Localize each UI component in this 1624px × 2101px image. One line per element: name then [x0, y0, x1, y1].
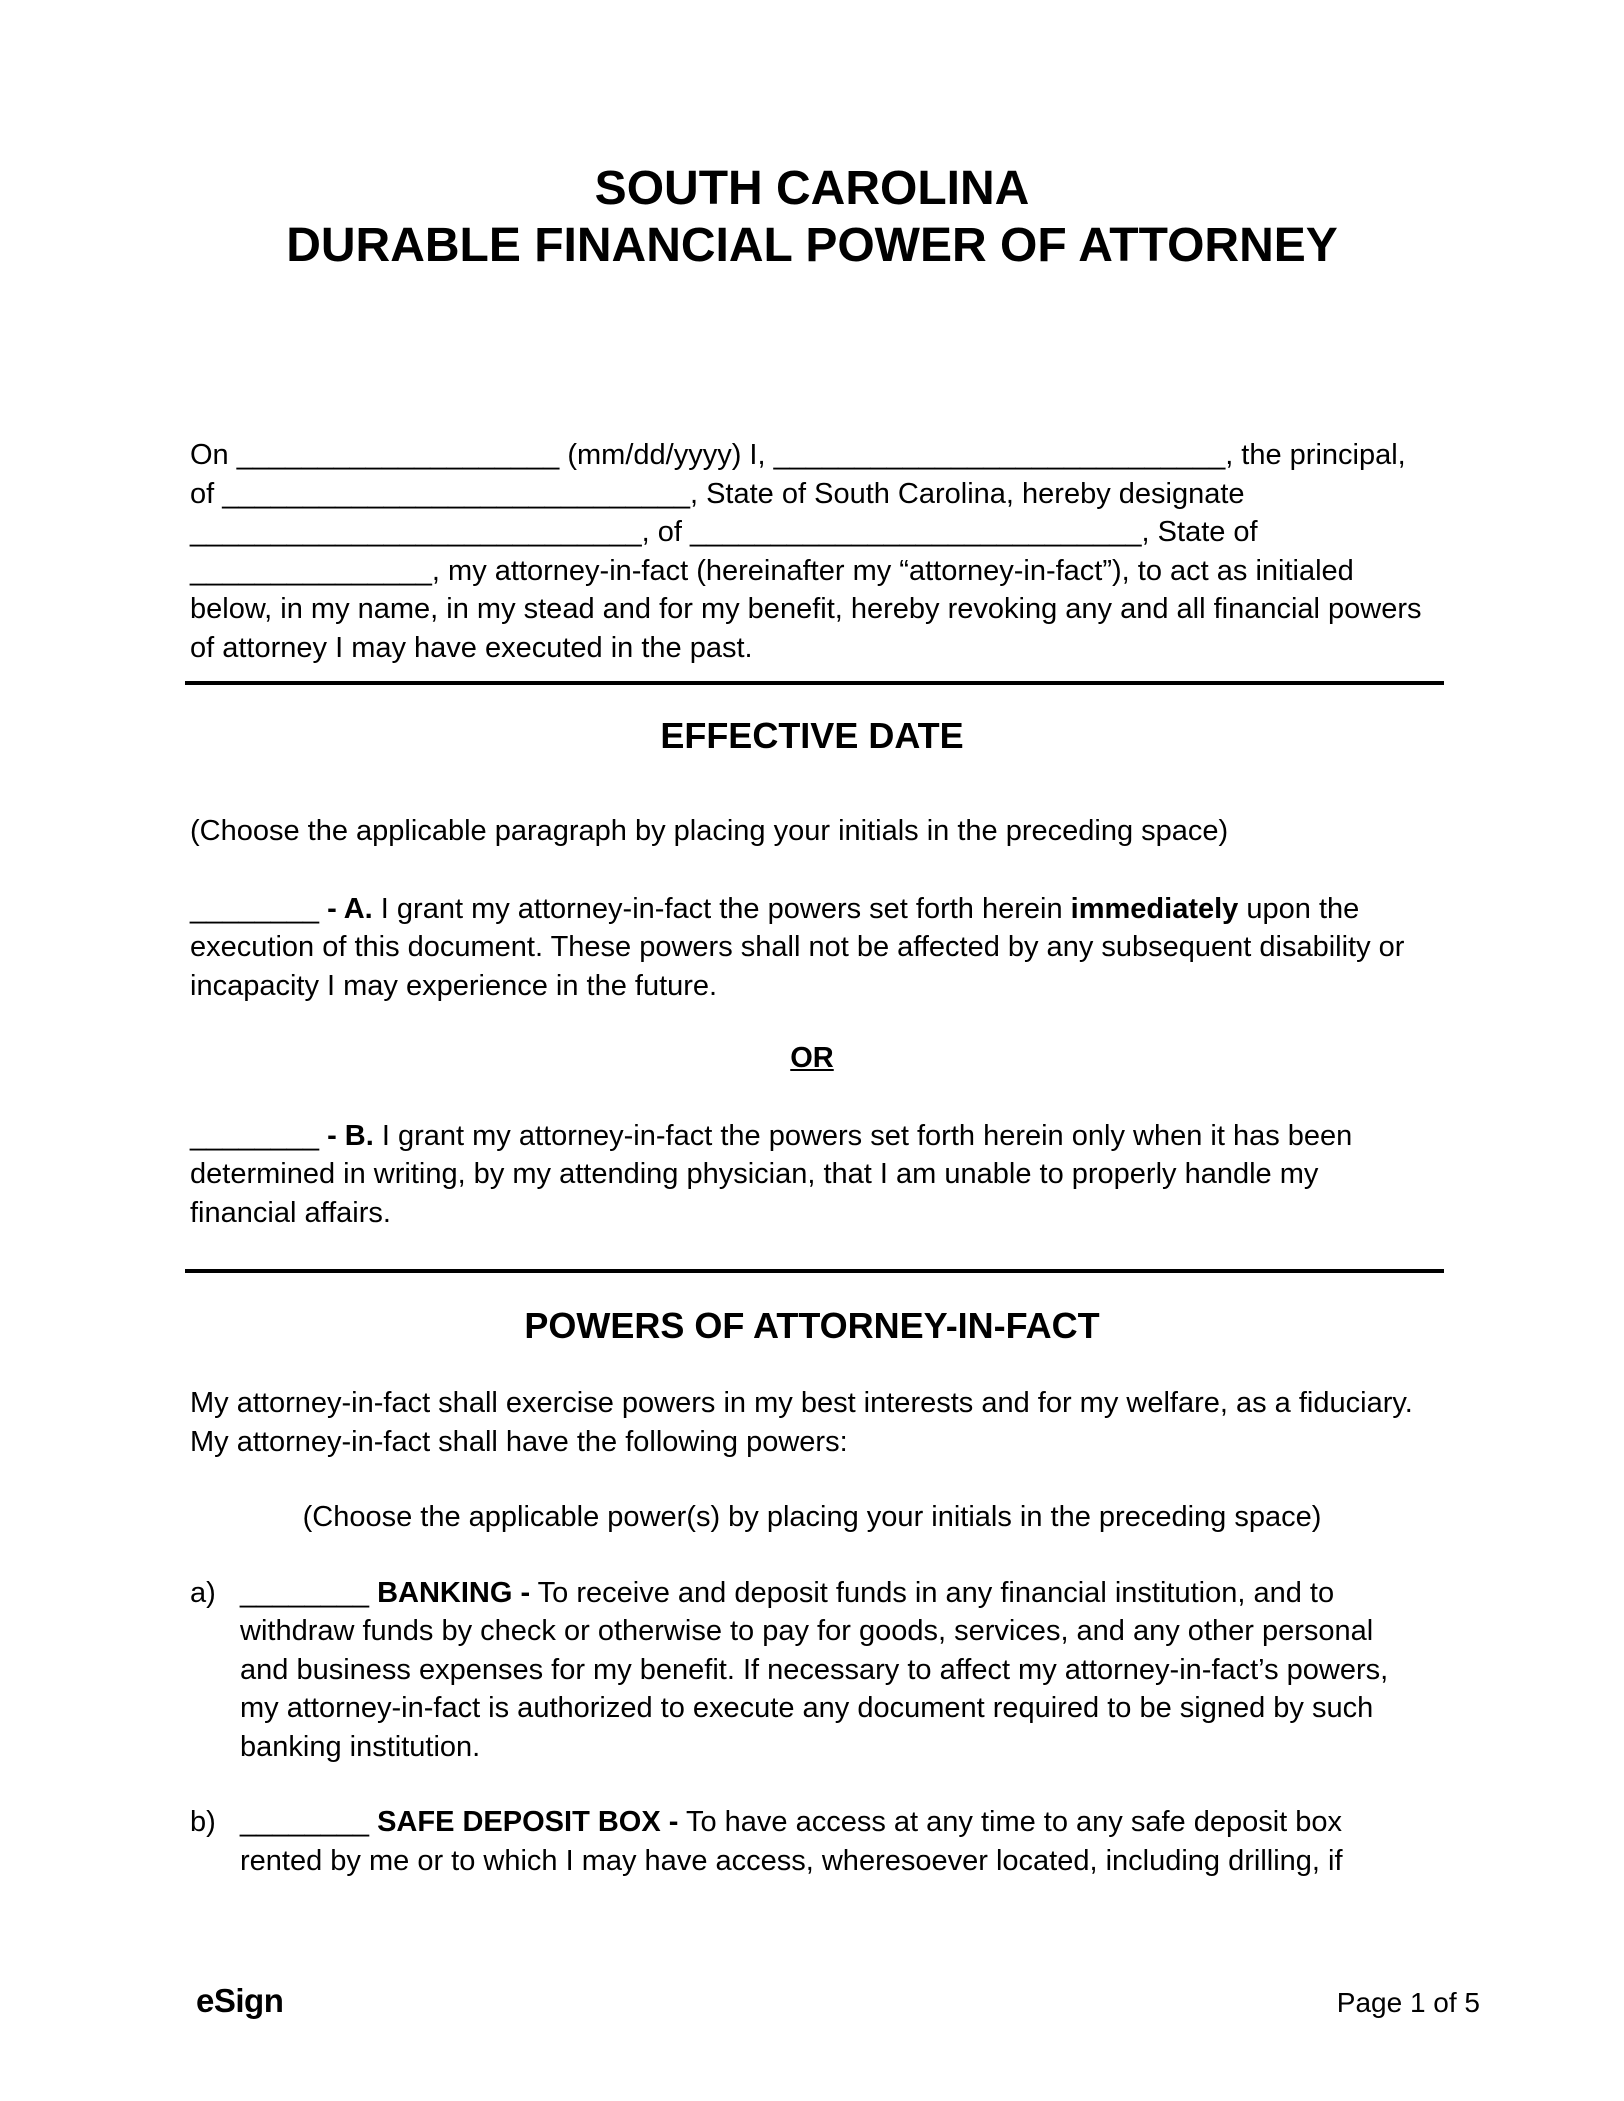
option-b-paragraph [190, 1117, 1434, 1233]
text-segment: my attorney-in-fact is authorized to execute any document required to be signed by such [240, 1692, 1374, 1724]
text-segment: _______________, my attorney-in-fact (hereinafter my “attorney-in-fact”), to act as initialed [190, 554, 1354, 587]
section-heading-effective-date: EFFECTIVE DATE [660, 715, 964, 756]
text-line [240, 1612, 1434, 1651]
page-number-label: Page 1 of 5 [1336, 1987, 1480, 2018]
option-a-paragraph [190, 890, 1434, 1006]
text-segment: of _____________________________, State of South Carolina, hereby designate [190, 477, 1245, 510]
bold-text-segment: - B. [327, 1119, 374, 1152]
or-separator [190, 1039, 1434, 1078]
text-line [190, 436, 1434, 475]
text-line [190, 1155, 1434, 1194]
text-segment: I grant my attorney-in-fact the powers set forth herein only when it has been [373, 1119, 1353, 1152]
text-segment: withdraw funds by check or otherwise to pay for goods, services, and any other personal [240, 1615, 1374, 1647]
section-divider [185, 681, 1444, 685]
bold-text-segment: BANKING - [377, 1576, 531, 1609]
text-segment: To receive and deposit funds in any financial institution, and to [530, 1576, 1335, 1609]
effective-date-instruction: (Choose the applicable paragraph by placing your initials in the preceding space) [190, 815, 1229, 847]
text-segment: ____________________________, of ____________________________, State of [190, 516, 1258, 548]
text-line [190, 1574, 1434, 1613]
text-segment: execution of this document. These powers shall not be affected by any subsequent disability or [190, 931, 1405, 963]
text-segment: ________ [240, 1576, 378, 1609]
text-line [190, 1194, 1434, 1233]
text-segment: To have access at any time to any safe deposit box [678, 1806, 1343, 1838]
bold-text-segment: SAFE DEPOSIT BOX - [377, 1806, 679, 1838]
intro-paragraph [190, 436, 1434, 667]
text-line [190, 475, 1434, 514]
text-line [190, 1423, 1434, 1462]
text-segment: upon the [1238, 892, 1360, 925]
esign-logo: eSign [196, 1982, 284, 2019]
text-line [190, 890, 1434, 929]
text-segment: My attorney-in-fact shall have the following powers: [190, 1425, 848, 1458]
power-item-safe-deposit-box [190, 1803, 1434, 1880]
text-segment: a) [190, 1576, 216, 1609]
or-label: OR [790, 1042, 834, 1074]
text-line [240, 1651, 1434, 1690]
text-segment: ________ [190, 892, 328, 925]
text-line [240, 1842, 1434, 1881]
text-segment: determined in writing, by my attending physician, that I am unable to properly handle my [190, 1158, 1319, 1190]
text-line [190, 1384, 1434, 1423]
text-line [190, 513, 1434, 552]
section-heading-powers: POWERS OF ATTORNEY-IN-FACT [524, 1305, 1100, 1346]
text-line [190, 1803, 1434, 1842]
powers-intro-paragraph [190, 1384, 1434, 1461]
document-content [0, 160, 1624, 1880]
text-segment: financial affairs. [190, 1196, 391, 1229]
text-line [190, 590, 1434, 629]
text-segment: and business expenses for my benefit. If necessary to affect my attorney-in-fact’s powers, [240, 1653, 1389, 1686]
text-line [190, 928, 1434, 967]
document-title-line2: DURABLE FINANCIAL POWER OF ATTORNEY [286, 219, 1338, 272]
text-segment: banking institution. [240, 1730, 481, 1763]
text-segment: of attorney I may have executed in the past. [190, 631, 753, 664]
page-footer [196, 1982, 1480, 2020]
powers-instruction: (Choose the applicable power(s) by placing your initials in the preceding space) [302, 1501, 1322, 1533]
text-segment: incapacity I may experience in the future. [190, 969, 718, 1002]
text-line [190, 967, 1434, 1006]
text-segment: ________ [240, 1806, 378, 1838]
text-segment: below, in my name, in my stead and for my benefit, hereby revoking any and all financial powers [190, 593, 1422, 625]
power-item-banking [190, 1574, 1434, 1767]
text-segment: My attorney-in-fact shall exercise powers in my best interests and for my welfare, as a fiduciary. [190, 1387, 1413, 1419]
document-title-line1: SOUTH CAROLINA [594, 162, 1030, 215]
text-segment: rented by me or to which I may have access, wheresoever located, including drilling, if [240, 1844, 1343, 1877]
text-segment: ________ [190, 1119, 328, 1152]
text-segment: On ____________________ (mm/dd/yyyy) I, ____________________________, the principal, [190, 439, 1406, 471]
text-line [240, 1689, 1434, 1728]
text-segment: I grant my attorney-in-fact the powers set forth herein [372, 892, 1071, 925]
text-segment: b) [190, 1806, 216, 1838]
text-line [190, 552, 1434, 591]
document-title [190, 160, 1434, 274]
text-line [190, 1117, 1434, 1156]
bold-text-segment: immediately [1070, 892, 1239, 925]
text-line [240, 1728, 1434, 1767]
text-line [190, 629, 1434, 668]
bold-text-segment: - A. [327, 892, 373, 925]
section-divider [185, 1269, 1444, 1273]
